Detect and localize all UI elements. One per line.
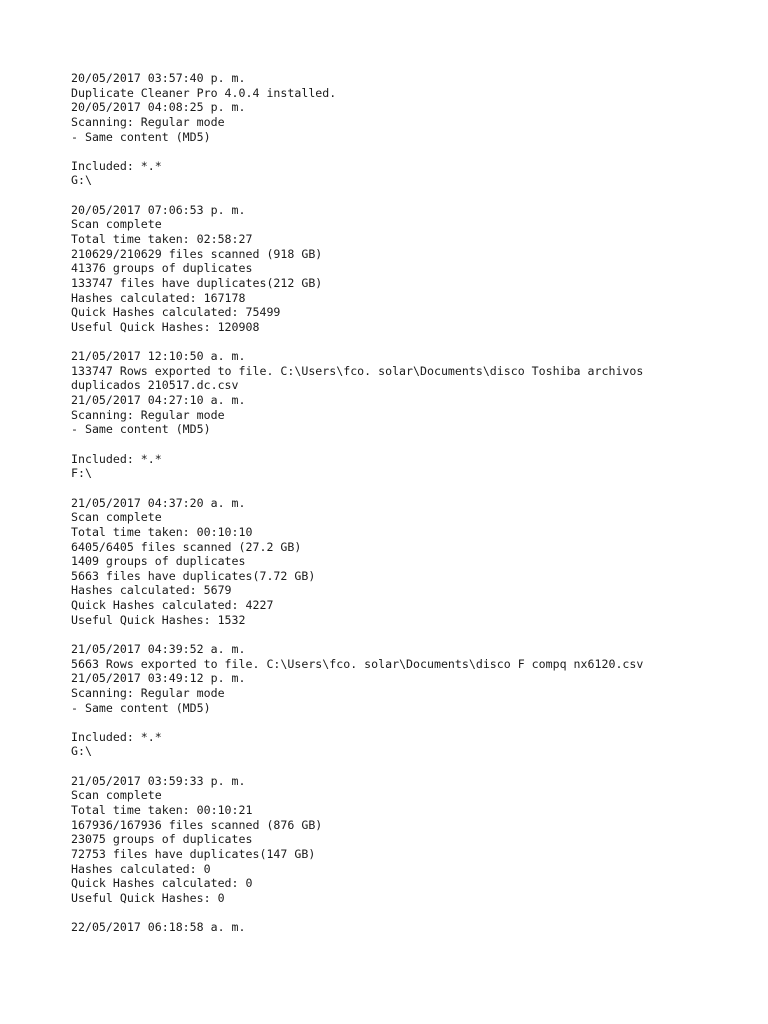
log-line: duplicados 210517.dc.csv: [71, 378, 239, 393]
log-line: 21/05/2017 12:10:50 a. m.: [71, 349, 246, 364]
log-line: Scanning: Regular mode: [71, 114, 225, 129]
log-line: Scan complete: [71, 510, 162, 525]
log-line: Quick Hashes calculated: 0: [71, 876, 253, 891]
log-line: 20/05/2017 03:57:40 p. m.: [71, 71, 246, 85]
log-line: 20/05/2017 04:08:25 p. m.: [71, 100, 246, 115]
log-line: 167936/167936 files scanned (876 GB): [71, 817, 323, 832]
log-line: [71, 906, 751, 921]
log-line: Included: *.*: [71, 451, 162, 466]
log-line: 72753 files have duplicates(147 GB): [71, 846, 316, 861]
log-line: [71, 627, 751, 642]
log-line: [71, 481, 751, 496]
log-line: - Same content (MD5): [71, 129, 211, 144]
log-line: Useful Quick Hashes: 0: [71, 890, 225, 905]
log-line: 21/05/2017 03:49:12 p. m.: [71, 671, 246, 686]
log-line: F:\: [71, 466, 92, 481]
log-line: 21/05/2017 04:27:10 a. m.: [71, 393, 246, 408]
log-line: Scan complete: [71, 217, 162, 232]
log-line: 133747 files have duplicates(212 GB): [71, 275, 323, 290]
log-line: G:\: [71, 744, 92, 759]
log-line: 210629/210629 files scanned (918 GB): [71, 246, 323, 261]
log-line: 22/05/2017 06:18:58 a. m.: [71, 920, 246, 935]
log-line: 20/05/2017 07:06:53 p. m.: [71, 202, 246, 217]
log-line: Useful Quick Hashes: 1532: [71, 612, 246, 627]
log-line: 5663 files have duplicates(7.72 GB): [71, 568, 316, 583]
log-line: Total time taken: 02:58:27: [71, 232, 253, 247]
log-line: 21/05/2017 03:59:33 p. m.: [71, 773, 246, 788]
log-line: Hashes calculated: 5679: [71, 583, 232, 598]
log-line: G:\: [71, 173, 92, 188]
log-line: Included: *.*: [71, 729, 162, 744]
log-line: Hashes calculated: 167178: [71, 290, 246, 305]
log-line: 23075 groups of duplicates: [71, 832, 253, 847]
log-line: 6405/6405 files scanned (27.2 GB): [71, 539, 302, 554]
log-line: 5663 Rows exported to file. C:\Users\fco. solar\Documents\disco F compq nx6120.csv: [71, 656, 644, 671]
log-line: - Same content (MD5): [71, 700, 211, 715]
log-line: 1409 groups of duplicates: [71, 554, 246, 569]
log-line: [71, 759, 751, 774]
log-line: Hashes calculated: 0: [71, 861, 211, 876]
log-line: Duplicate Cleaner Pro 4.0.4 installed.: [71, 85, 337, 100]
log-line: [71, 715, 751, 730]
log-line: Scan complete: [71, 788, 162, 803]
log-line: 21/05/2017 04:37:20 a. m.: [71, 495, 246, 510]
log-line: [71, 144, 751, 159]
log-line: Included: *.*: [71, 158, 162, 173]
log-document: [71, 71, 751, 935]
log-line: [71, 188, 751, 203]
log-line: - Same content (MD5): [71, 422, 211, 437]
log-line: Quick Hashes calculated: 4227: [71, 598, 274, 613]
log-line: [71, 437, 751, 452]
log-line: Total time taken: 00:10:21: [71, 803, 253, 818]
log-line: 133747 Rows exported to file. C:\Users\fco. solar\Documents\disco Toshiba archivos: [71, 363, 644, 378]
log-line: Useful Quick Hashes: 120908: [71, 319, 260, 334]
log-line: Total time taken: 00:10:10: [71, 524, 253, 539]
log-line: Scanning: Regular mode: [71, 407, 225, 422]
log-line: Quick Hashes calculated: 75499: [71, 305, 281, 320]
log-line: 41376 groups of duplicates: [71, 261, 253, 276]
log-line: Scanning: Regular mode: [71, 685, 225, 700]
log-line: [71, 335, 751, 350]
log-line: 21/05/2017 04:39:52 a. m.: [71, 641, 246, 656]
